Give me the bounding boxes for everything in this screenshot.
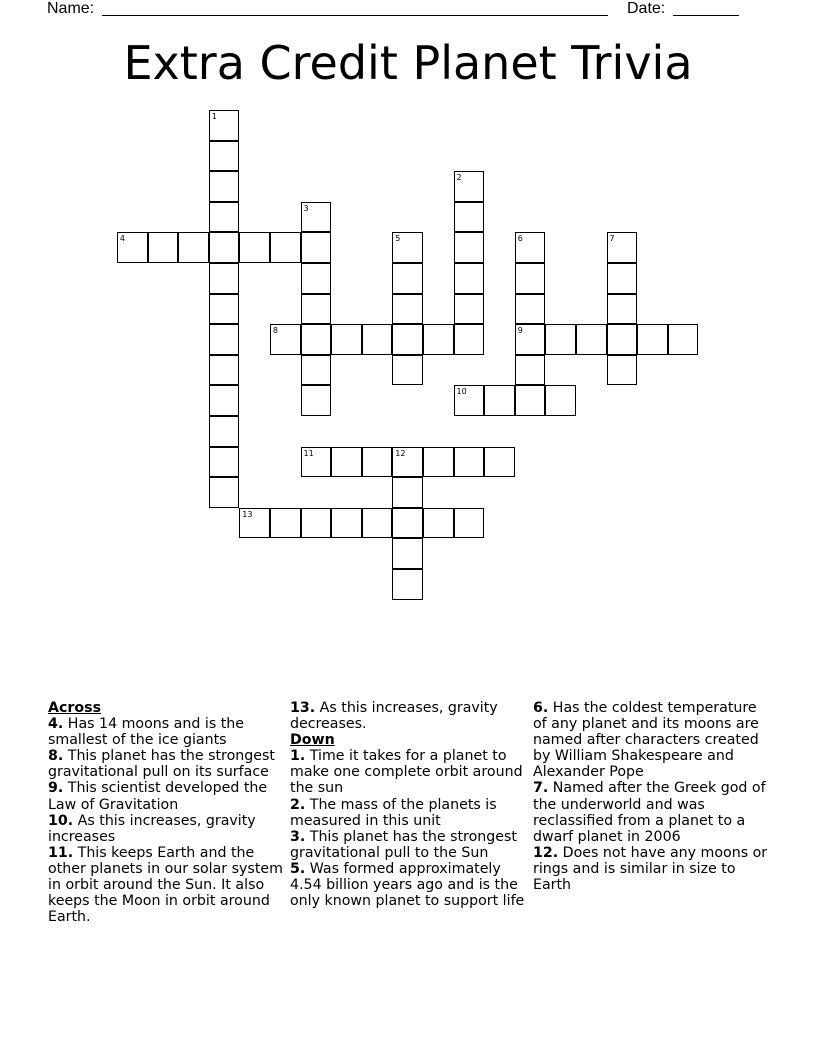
clue-number-label: 1 (211, 111, 217, 121)
crossword-cell[interactable] (515, 324, 546, 355)
clue-number-label: 6 (517, 234, 523, 244)
clue-number-label: 2 (456, 173, 462, 183)
clue-down-12 (533, 845, 771, 893)
clue-text: Named after the Greek god of the underworld and was reclassified from a planet to a dwarf planet in 2006 (533, 780, 766, 845)
crossword-cell[interactable] (637, 324, 668, 355)
clue-down-2 (290, 797, 528, 829)
down-heading: Down (290, 732, 335, 749)
clue-number: 5. (290, 860, 306, 877)
name-line[interactable] (102, 15, 608, 16)
crossword-cell[interactable] (454, 202, 485, 233)
clue-number-label: 9 (517, 326, 523, 336)
crossword-cell[interactable] (209, 171, 240, 202)
clue-number: 11. (48, 844, 74, 861)
clue-number: 8. (48, 748, 64, 765)
crossword-cell[interactable] (607, 355, 638, 386)
crossword-cell[interactable] (331, 508, 362, 539)
crossword-cell[interactable] (209, 232, 240, 263)
clue-down-7 (533, 780, 771, 844)
clue-number-label: 5 (395, 234, 401, 244)
crossword-cell[interactable] (178, 232, 209, 263)
crossword-cell[interactable] (301, 202, 332, 233)
clue-number: 4. (48, 716, 64, 733)
clue-number: 7. (533, 780, 549, 797)
crossword-cell[interactable] (454, 232, 485, 263)
crossword-cell[interactable] (209, 355, 240, 386)
clue-text: This planet has the strongest gravitational pull on its surface (48, 748, 275, 781)
clue-down-5 (290, 861, 528, 909)
crossword-cell[interactable] (545, 385, 576, 416)
crossword-cell[interactable] (301, 447, 332, 478)
clue-across-9 (48, 780, 286, 812)
crossword-cell[interactable] (301, 294, 332, 325)
clue-number: 13. (290, 700, 316, 716)
crossword-cell[interactable] (392, 508, 423, 539)
clue-number: 2. (290, 796, 306, 813)
clue-text: Was formed approximately 4.54 billion years ago and is the only known planet to support life (290, 860, 525, 910)
crossword-cell[interactable] (392, 569, 423, 600)
crossword-cell[interactable] (331, 324, 362, 355)
clue-number: 6. (533, 700, 549, 716)
clue-number: 10. (48, 812, 74, 829)
crossword-cell[interactable] (117, 232, 148, 263)
crossword-cell[interactable] (209, 110, 240, 141)
clue-across-4 (48, 716, 286, 748)
crossword-cell[interactable] (392, 355, 423, 386)
crossword-cell[interactable] (239, 232, 270, 263)
crossword-cell[interactable] (392, 447, 423, 478)
crossword-cell[interactable] (392, 294, 423, 325)
clue-text: Time it takes for a planet to make one complete orbit around the sun (290, 748, 523, 797)
crossword-cell[interactable] (301, 263, 332, 294)
crossword-cell[interactable] (270, 324, 301, 355)
crossword-cell[interactable] (392, 477, 423, 508)
crossword-cell[interactable] (270, 508, 301, 539)
crossword-cell[interactable] (209, 263, 240, 294)
clue-text: This keeps Earth and the other planets in our solar system in orbit around the Sun. It also keeps the Moon in orbit around Earth. (48, 844, 283, 926)
clue-number: 1. (290, 748, 306, 765)
crossword-cell[interactable] (454, 508, 485, 539)
crossword-cell[interactable] (209, 141, 240, 172)
crossword-cell[interactable] (301, 232, 332, 263)
crossword-cell[interactable] (209, 477, 240, 508)
clue-text: As this increases, gravity decreases. (290, 700, 498, 733)
crossword-cell[interactable] (515, 355, 546, 386)
crossword-cell[interactable] (545, 324, 576, 355)
clue-text: The mass of the planets is measured in this unit (290, 796, 497, 829)
crossword-cell[interactable] (423, 447, 454, 478)
clue-number: 12. (533, 844, 559, 861)
crossword-cell[interactable] (362, 447, 393, 478)
clue-number: 3. (290, 828, 306, 845)
clue-across-11 (48, 845, 286, 925)
clue-number-label: 11 (303, 448, 314, 458)
crossword-cell[interactable] (270, 232, 301, 263)
crossword-cell[interactable] (515, 263, 546, 294)
crossword-cell[interactable] (607, 232, 638, 263)
crossword-cell[interactable] (484, 447, 515, 478)
crossword-cell[interactable] (607, 263, 638, 294)
clue-text: Does not have any moons or rings and is similar in size to Earth (533, 844, 768, 894)
clue-number-label: 7 (609, 234, 615, 244)
crossword-cell[interactable] (454, 294, 485, 325)
crossword-cell[interactable] (301, 508, 332, 539)
clue-text: As this increases, gravity increases (48, 812, 256, 845)
crossword-cell[interactable] (454, 447, 485, 478)
clue-across-13 (290, 700, 528, 732)
clue-text: Has the coldest temperature of any planet and its moons are named after characters created by William Shakespeare and Alexander Pope (533, 700, 759, 781)
date-line[interactable] (673, 15, 739, 16)
page-title: Extra Credit Planet Trivia (123, 36, 693, 90)
clue-text: This planet has the strongest gravitational pull to the Sun (290, 828, 517, 861)
crossword-cell[interactable] (484, 385, 515, 416)
clues-column-3 (533, 700, 771, 893)
clue-number-label: 10 (456, 387, 467, 397)
crossword-cell[interactable] (454, 263, 485, 294)
clue-across-10 (48, 813, 286, 845)
crossword-cell[interactable] (515, 232, 546, 263)
crossword-cell[interactable] (515, 385, 546, 416)
crossword-cell[interactable] (331, 447, 362, 478)
crossword-cell[interactable] (209, 294, 240, 325)
clues-column-2 (290, 700, 528, 909)
crossword-cell[interactable] (209, 385, 240, 416)
clues-column-1 (48, 700, 286, 925)
clue-down-1 (290, 748, 528, 796)
crossword-cell[interactable] (607, 324, 638, 355)
crossword-cell[interactable] (392, 263, 423, 294)
crossword-cell[interactable] (209, 202, 240, 233)
clue-text: This scientist developed the Law of Gravitation (48, 780, 268, 813)
crossword-cell[interactable] (423, 324, 454, 355)
crossword-cell[interactable] (423, 508, 454, 539)
crossword-cell[interactable] (607, 294, 638, 325)
crossword-cell[interactable] (392, 232, 423, 263)
crossword-cell[interactable] (392, 538, 423, 569)
clue-down-6 (533, 700, 771, 780)
crossword-cell[interactable] (362, 324, 393, 355)
clue-number: 9. (48, 780, 64, 797)
clue-text: Has 14 moons and is the smallest of the ice giants (48, 716, 245, 749)
clue-number-label: 8 (272, 326, 278, 336)
header (47, 0, 747, 20)
crossword-cell[interactable] (515, 294, 546, 325)
crossword-cell[interactable] (454, 324, 485, 355)
across-heading: Across (48, 700, 102, 716)
clue-number-label: 13 (242, 509, 253, 519)
crossword-cell[interactable] (362, 508, 393, 539)
crossword-cell[interactable] (301, 385, 332, 416)
crossword-cell[interactable] (668, 324, 699, 355)
crossword-cell[interactable] (301, 324, 332, 355)
crossword-cell[interactable] (209, 416, 240, 447)
date-label: Date: (627, 0, 666, 17)
clue-down-3 (290, 829, 528, 861)
crossword-cell[interactable] (454, 171, 485, 202)
name-label: Name: (47, 0, 95, 17)
crossword-cell[interactable] (209, 447, 240, 478)
crossword-cell[interactable] (239, 508, 270, 539)
clue-number-label: 4 (119, 234, 125, 244)
crossword-cell[interactable] (209, 324, 240, 355)
crossword-cell[interactable] (392, 324, 423, 355)
crossword-cell[interactable] (148, 232, 179, 263)
clue-across-8 (48, 748, 286, 780)
crossword-cell[interactable] (454, 385, 485, 416)
crossword-cell[interactable] (576, 324, 607, 355)
crossword-cell[interactable] (301, 355, 332, 386)
clue-number-label: 3 (303, 203, 309, 213)
clue-number-label: 12 (395, 448, 406, 458)
